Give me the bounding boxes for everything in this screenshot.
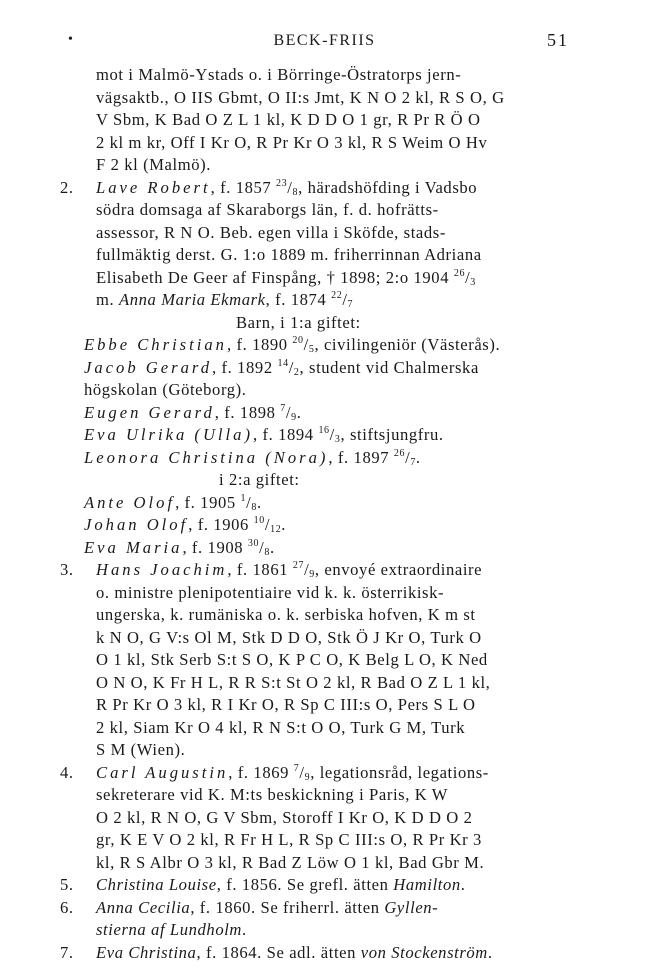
child-line: Eva Maria, f. 1908 $^{30}/_8$. (84, 537, 275, 558)
text-line: R Pr Kr O 3 kl, R I Kr O, R Sp C III:s O, Pers S L O (96, 695, 476, 714)
text-line: O N O, K Fr H L, R R S:t St O 2 kl, R Bad O Z L 1 kl, (96, 672, 491, 692)
text-line: S M (Wien). (96, 740, 186, 759)
entry-line: 3. Hans Joachim, f. 1861 $^{27}/_9$, envoyé extraordinaire (60, 560, 483, 580)
text-line: sekreterare vid K. M:ts beskickning i Paris, K W (96, 785, 449, 804)
person-name: Ante Olof (84, 492, 176, 512)
person-name: Eva Maria (84, 537, 183, 557)
child-line: Ante Olof, f. 1905 $^1/_8$. (84, 492, 262, 513)
header-dot: • (68, 32, 73, 47)
person-name: Carl Augustin (96, 762, 229, 782)
person-name: Christina Louise (96, 875, 217, 894)
child-line: Jacob Gerard, f. 1892 $^{14}/_2$, student vid Chalmerska (84, 357, 479, 378)
text-line: 2 kl, Siam Kr O 4 kl, R N S:t O O, Turk G M, Turk (96, 717, 466, 737)
person-name: Johan Olof (84, 515, 189, 534)
text-line: gr, K E V O 2 kl, R Fr H L, R Sp C III:s O, R Pr Kr 3 (96, 830, 482, 849)
text-line: F 2 kl (Malmö). (96, 155, 212, 174)
text-line: assessor, R N O. Beb. egen villa i Sköfde, stads- (96, 222, 446, 242)
person-name: Eugen Gerard (84, 402, 215, 422)
text-line: V Sbm, K Bad O Z L 1 kl, K D D O 1 gr, R Pr R Ö O (96, 110, 481, 129)
text-line: vägsaktb., O IIS Gbmt, O II:s Jmt, K N O 2 kl, R S O, G (96, 87, 505, 107)
person-name: Hans Joachim (96, 560, 228, 579)
text-line: kl, R S Albr O 3 kl, R Bad Z Löw O 1 kl, Bad Gbr M. (96, 852, 485, 872)
entry-line: 6. Anna Cecilia, f. 1860. Se friherrl. ätten Gyllen- (84, 897, 584, 920)
child-line: Eugen Gerard, f. 1898 $^7/_9$. (84, 402, 302, 423)
family-name: stierna af Lundholm (96, 920, 243, 939)
text-line: fullmäktig derst. G. 1:o 1889 m. friherrinnan Adriana (96, 245, 482, 264)
person-name: Anna Maria Ekmark (119, 290, 266, 309)
text-line: o. ministre plenipotentiaire vid k. k. österrikisk- (96, 582, 445, 602)
running-header (0, 30, 649, 52)
entry-line: 4. Carl Augustin, f. 1869 $^7/_9$, legationsråd, legations- (60, 762, 489, 783)
person-name: Eva Christina (96, 942, 197, 962)
entry-number: 5. (60, 875, 74, 894)
section-label: Barn, i 1:a giftet: (236, 312, 361, 332)
entry-number: 6. (60, 897, 74, 917)
child-line: Eva Ulrika (Ulla), f. 1894 $^{16}/_3$, stiftsjungfru. (84, 425, 444, 445)
person-name: Jacob Gerard (84, 357, 213, 377)
text-line: k N O, G V:s Ol M, Stk D D O, Stk Ö J Kr O, Turk O (96, 627, 482, 647)
entry-line: 7. Eva Christina, f. 1864. Se adl. ätten von Stockenström. (84, 942, 584, 965)
text-line: m. Anna Maria Ekmark, f. 1874 $^{22}/_7$ (96, 290, 354, 310)
genealogy-text (60, 64, 584, 964)
family-name: von Stockenström (360, 942, 488, 962)
person-name: Eva Ulrika (Ulla) (84, 425, 253, 444)
page-number: 51 (547, 30, 569, 50)
entry-line: 5. Christina Louise, f. 1856. Se grefl. ätten Hamilton. (84, 874, 584, 897)
person-name: Leonora Christina (Nora) (84, 447, 329, 467)
family-name: Hamilton (393, 875, 461, 894)
text-line: O 1 kl, Stk Serb S:t S O, K P C O, K Belg L O, K Ned (96, 650, 488, 669)
text-line: högskolan (Göteborg). (84, 380, 247, 399)
entry-number: 7. (60, 942, 74, 962)
text-line: södra domsaga af Skaraborgs län, f. d. hofrätts- (96, 200, 439, 219)
entry-number: 4. (60, 762, 74, 782)
child-line: Johan Olof, f. 1906 $^{10}/_{12}$. (84, 515, 287, 535)
person-name: Lave Robert (96, 177, 211, 197)
entry-number: 2. (60, 177, 74, 197)
header-title: BECK-FRIIS (273, 32, 376, 49)
text-line: stierna af Lundholm. (96, 920, 247, 939)
person-name: Anna Cecilia (96, 897, 191, 917)
text-line: 2 kl m kr, Off I Kr O, R Pr Kr O 3 kl, R S Weim O Hv (96, 132, 488, 152)
child-line: Ebbe Christian, f. 1890 $^{20}/_5$, civilingeniör (Västerås). (84, 335, 501, 355)
entry-line: 2. Lave Robert, f. 1857 $^{23}/_8$, häradshöfding i Vadsbo (60, 177, 478, 198)
text-line: mot i Malmö-Ystads o. i Börringe-Östratorps jern- (96, 65, 462, 84)
text-line: Elisabeth De Geer af Finspång, † 1898; 2:o 1904 $^{26}/_3$ (96, 267, 476, 288)
child-line: Leonora Christina (Nora), f. 1897 $^{26}/_7$. (84, 447, 421, 468)
person-name: Ebbe Christian (84, 335, 227, 354)
text-line: O 2 kl, R N O, G V Sbm, Storoff I Kr O, K D D O 2 (96, 807, 473, 827)
family-name: Gyllen- (384, 897, 439, 917)
text-line: ungerska, k. rumäniska o. k. serbiska hofven, K m st (96, 605, 476, 624)
entry-number: 3. (60, 560, 74, 579)
section-label: i 2:a giftet: (219, 470, 300, 489)
